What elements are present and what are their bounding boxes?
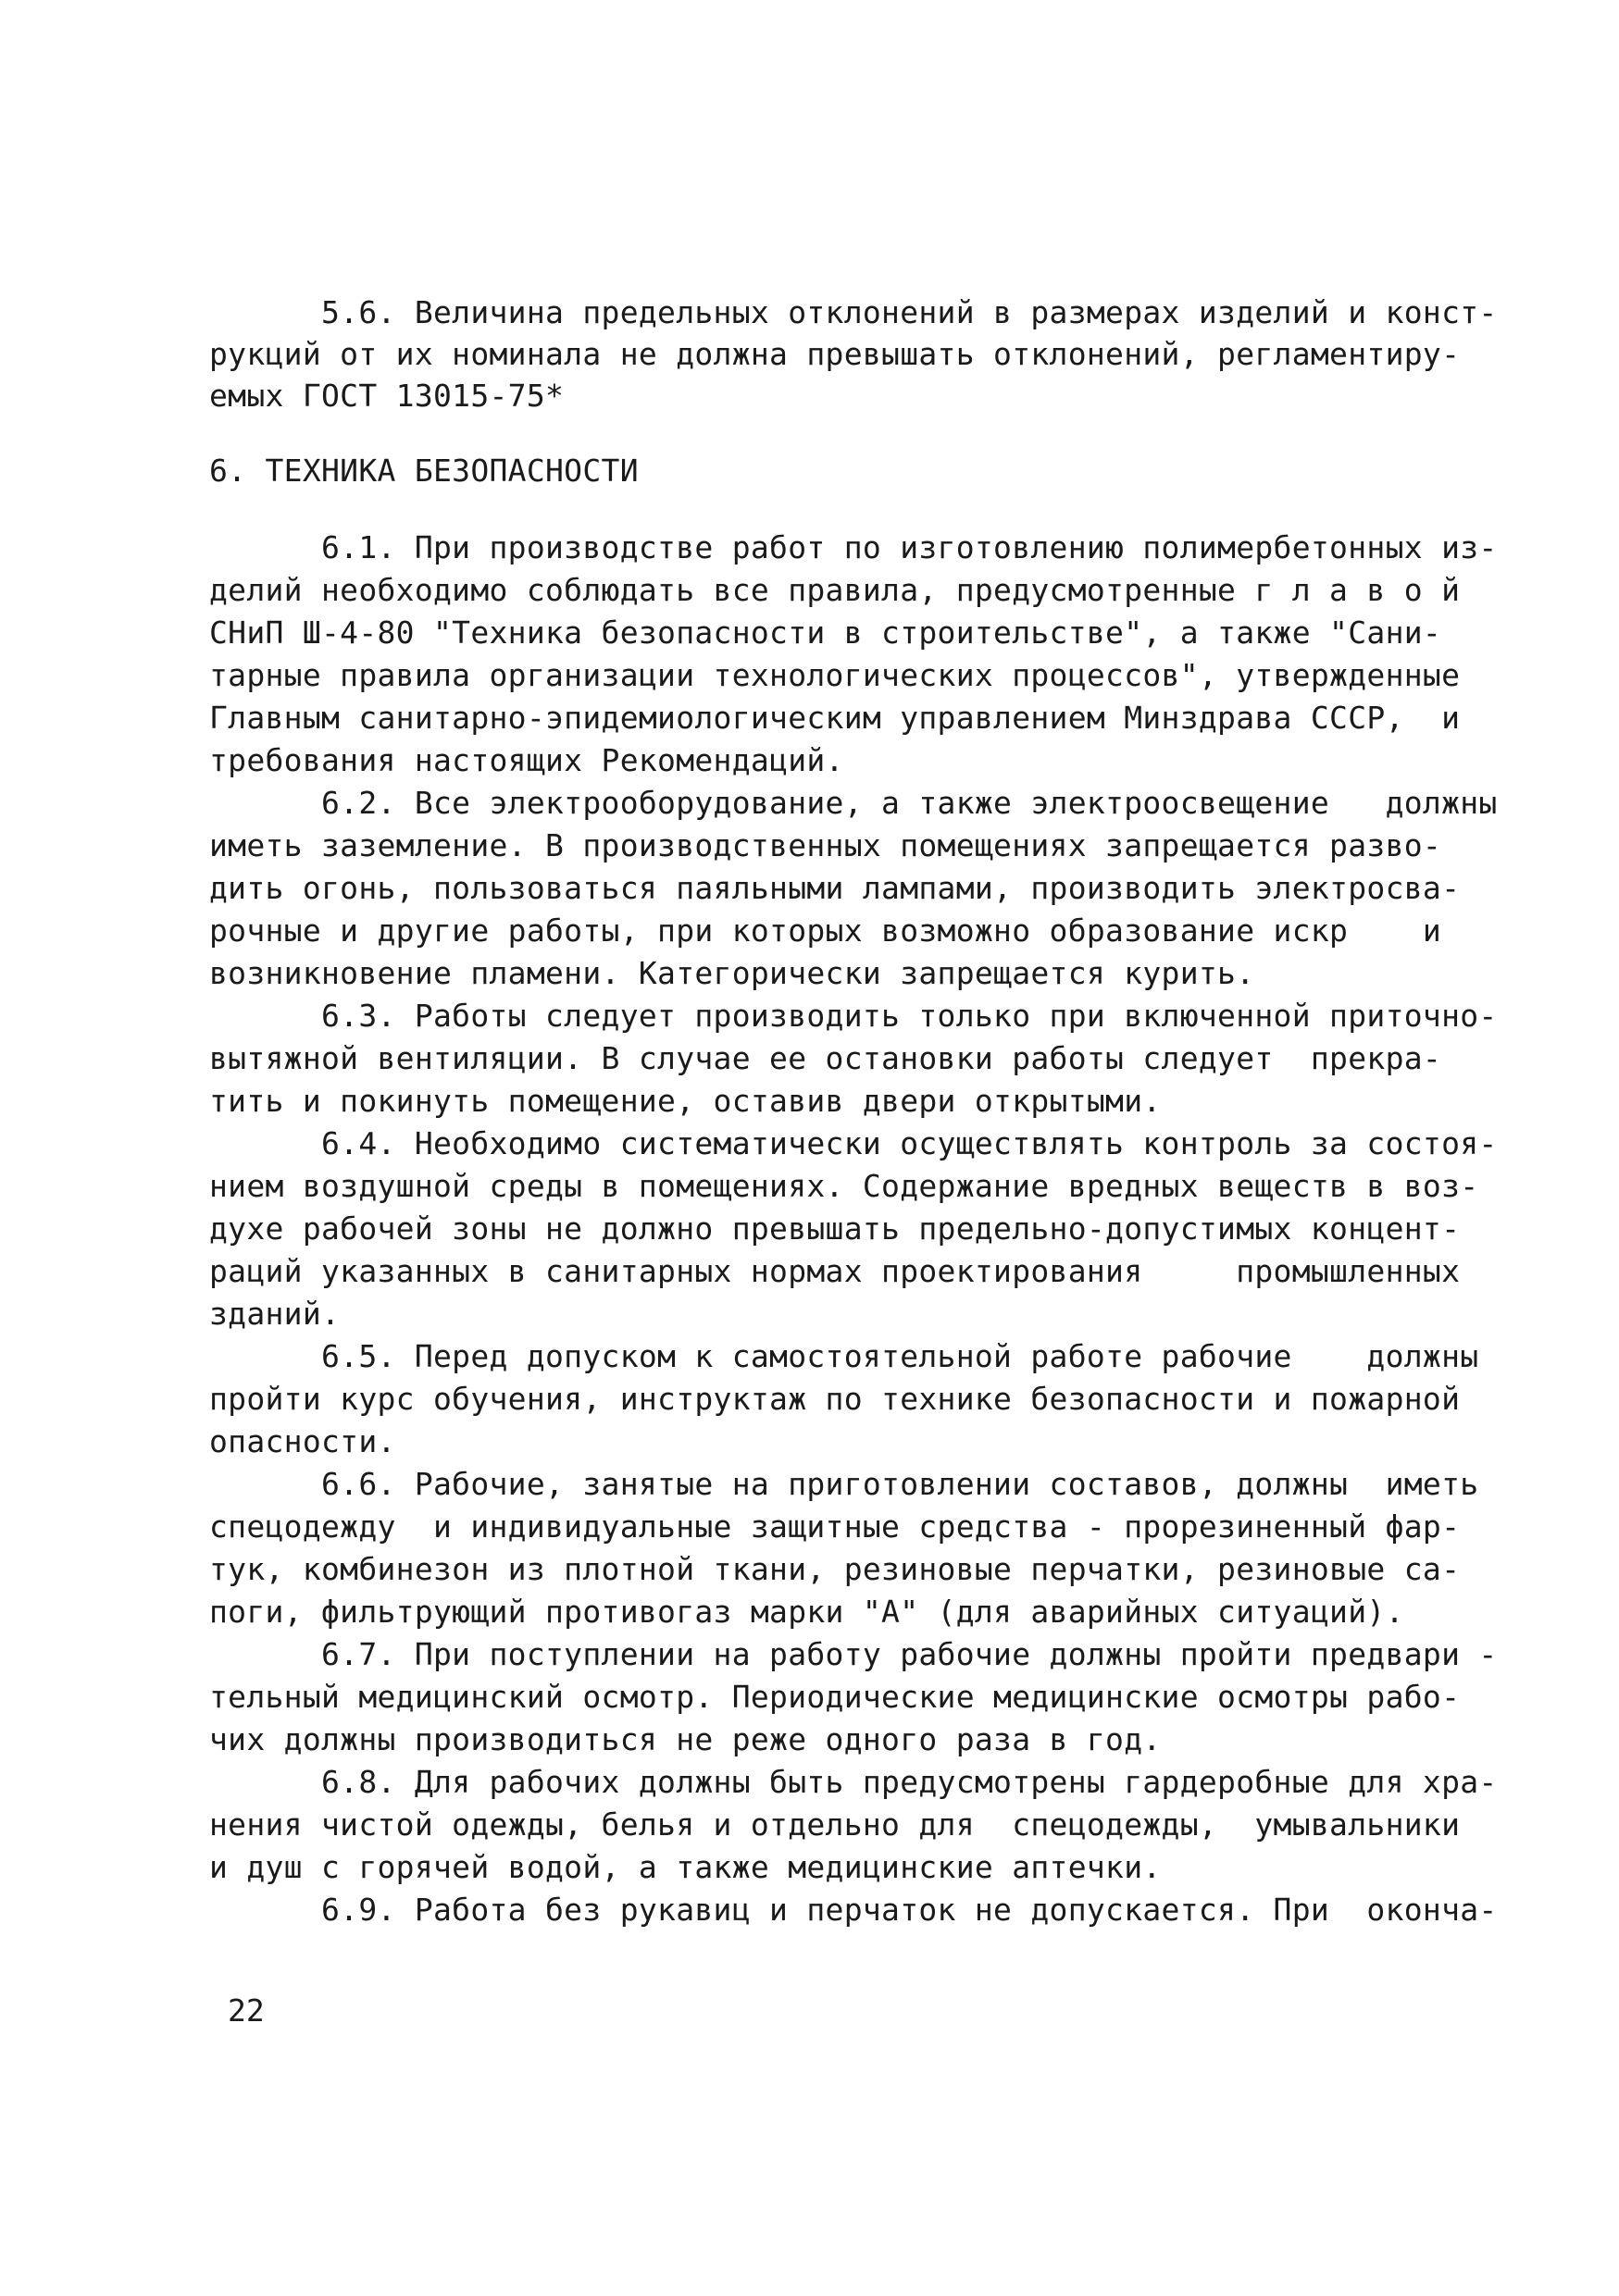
text-line: тить и покинуть помещение, оставив двери открытыми. [209,1083,1162,1119]
text-line: 6.8. Для рабочих должны быть предусмотрены гардеробные для хра- [209,1764,1498,1800]
text-line: 6.6. Рабочие, занятые на приготовлении составов, должны иметь [209,1466,1479,1502]
text-line: поги, фильтрующий противогаз марки "А" (для аварийных ситуаций). [209,1594,1404,1630]
text-line: емых ГОСТ 13015-75* [209,378,565,414]
text-line: требования настоящих Рекомендаций. [209,742,844,778]
text-line: 6.5. Перед допуском к самостоятельной работе рабочие должны [209,1338,1479,1374]
text-line: 6.9. Работа без рукавиц и перчаток не допускается. При оконча- [209,1892,1498,1928]
text-line: чих должны производиться не реже одного раза в год. [209,1721,1162,1757]
text-line: возникновение пламени. Категорически запрещается курить. [209,955,1255,991]
text-line: раций указанных в санитарных нормах проектирования промышленных [209,1253,1461,1289]
text-line: 6.2. Все электрооборудование, а также электроосвещение должны [209,785,1498,821]
text-line: 6.7. При поступлении на работу рабочие должны пройти предвари - [209,1636,1498,1672]
text-line: пройти курс обучения, инструктаж по технике безопасности и пожарной [209,1381,1461,1417]
text-line: духе рабочей зоны не должно превышать предельно-допустимых концент- [209,1210,1461,1247]
text-line: нием воздушной среды в помещениях. Содержание вредных веществ в воз- [209,1168,1479,1204]
page-number: 22 [228,1992,265,2029]
text-line: вытяжной вентиляции. В случае ее остановки работы следует прекра- [209,1040,1442,1076]
text-line: СНиП Ш-4-80 "Техника безопасности в строительстве", а также "Сани- [209,614,1442,651]
text-line: делий необходимо соблюдать все правила, предусмотренные г л а в о й [209,572,1461,608]
text-line: нения чистой одежды, белья и отдельно для спецодежды, умывальники [209,1806,1461,1843]
text-line: спецодежду и индивидуальные защитные средства - прорезиненный фар- [209,1508,1461,1545]
text-line: тук, комбинезон из плотной ткани, резиновые перчатки, резиновые са- [209,1551,1461,1587]
text-line: рочные и другие работы, при которых возможно образование искр и [209,912,1442,949]
text-line: 5.6. Величина предельных отклонений в размерах изделий и конст- [209,294,1498,330]
section-heading: 6. ТЕХНИКА БЕЗОПАСНОСТИ [209,453,639,489]
text-line: зданий. [209,1296,341,1332]
text-line: 6.3. Работы следует производить только при включенной приточно- [209,998,1498,1034]
text-line: и душ с горячей водой, а также медицинские аптечки. [209,1849,1162,1885]
text-line: Главным санитарно-эпидемиологическим управлением Минздрава СССР, и [209,700,1461,736]
text-line: 6.4. Необходимо систематически осуществлять контроль за состоя- [209,1125,1498,1161]
text-line: тельный медицинский осмотр. Периодические медицинские осмотры рабо- [209,1679,1461,1715]
text-line: иметь заземление. В производственных помещениях запрещается разво- [209,827,1442,863]
text-line: опасности. [209,1423,396,1459]
text-line: дить огонь, пользоваться паяльными лампами, производить электросва- [209,870,1461,906]
text-line: 6.1. При производстве работ по изготовлению полимербетонных из- [209,529,1498,565]
text-line: тарные правила организации технологических процессов", утвержденные [209,657,1461,693]
text-line: рукций от их номинала не должна превышать отклонений, регламентиру- [209,336,1461,372]
